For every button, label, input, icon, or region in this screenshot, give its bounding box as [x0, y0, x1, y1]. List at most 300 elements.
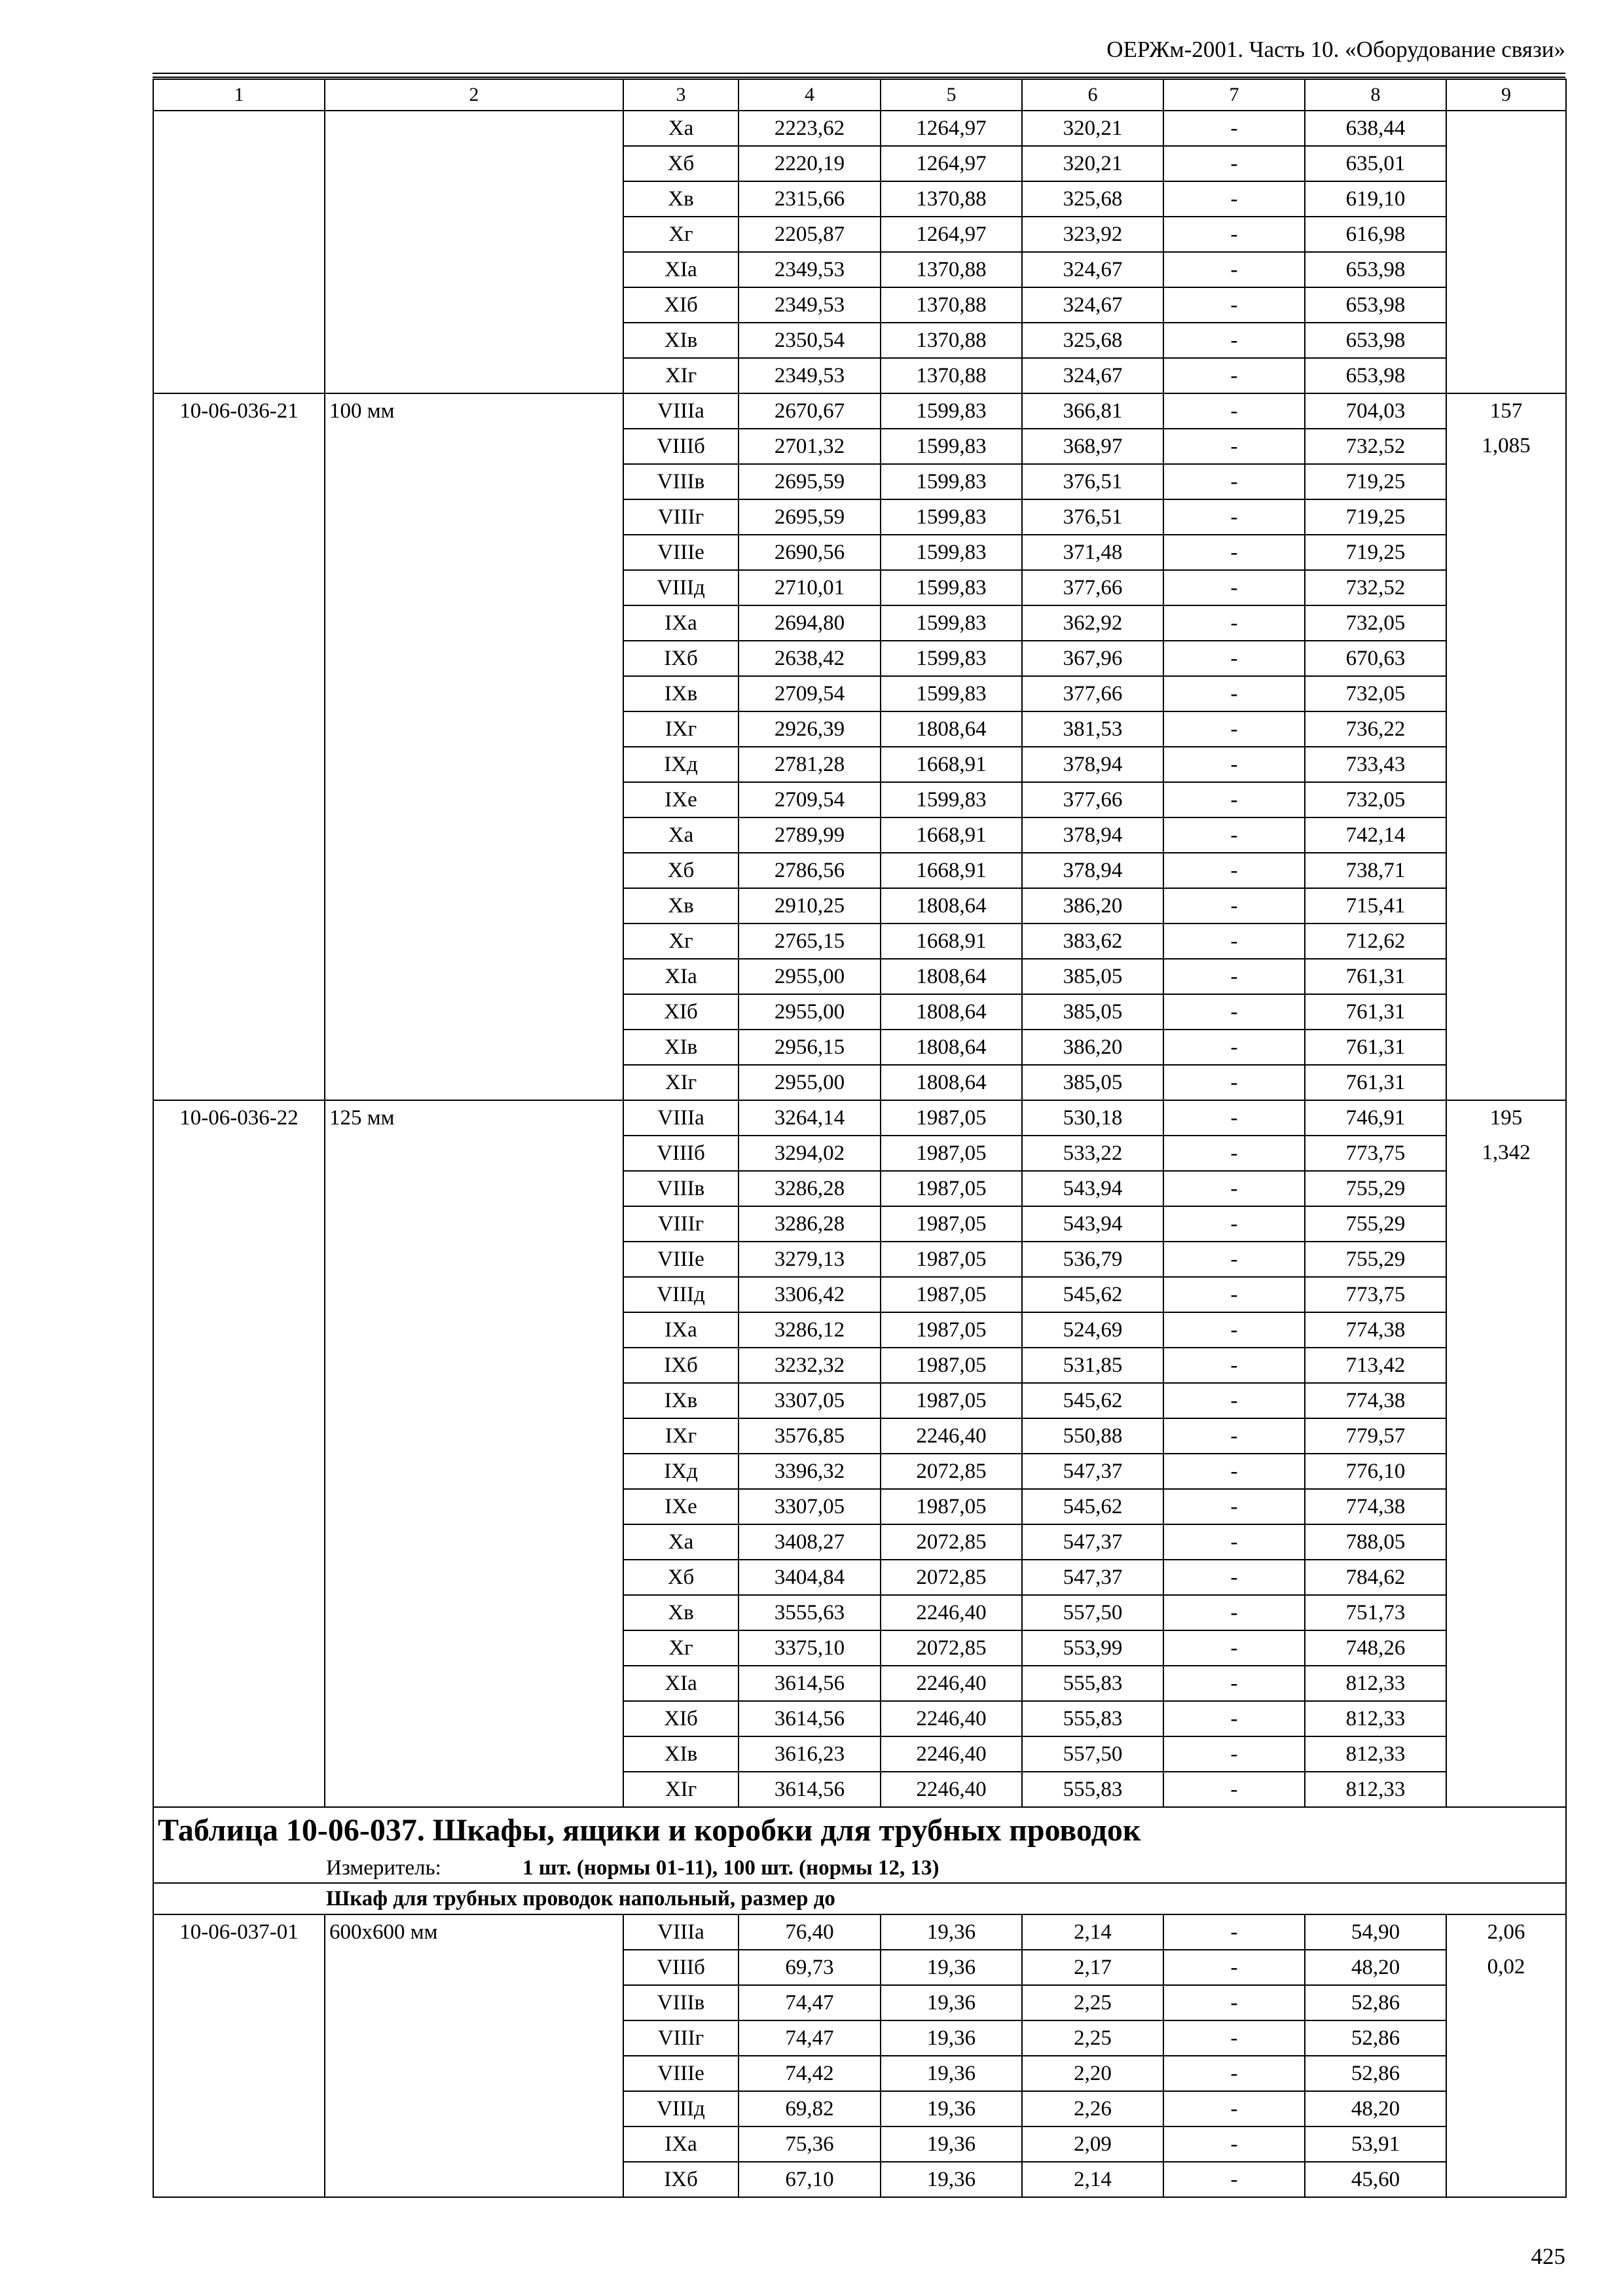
extra-cell: [1446, 323, 1566, 358]
value-cell: 74,47: [739, 2020, 881, 2056]
norm-code-cell: [153, 1206, 325, 1242]
norm-name-cell: [325, 499, 623, 535]
zone-cell: Хв: [623, 181, 739, 217]
norm-name-cell: 100 мм: [325, 393, 623, 429]
table-row: [153, 711, 1566, 747]
table-row: [153, 1206, 1566, 1242]
extra-cell: [1446, 181, 1566, 217]
extra-cell: 0,02: [1446, 1950, 1566, 1985]
norm-name-cell: [325, 1030, 623, 1065]
zone-cell: IХв: [623, 676, 739, 711]
column-number: 6: [1022, 79, 1163, 111]
norm-code-cell: 10-06-036-22: [153, 1100, 325, 1136]
extra-cell: [1446, 111, 1566, 146]
value-cell: 1599,83: [881, 605, 1022, 641]
value-cell: -: [1163, 287, 1305, 323]
table-row: [153, 1277, 1566, 1312]
value-cell: 715,41: [1305, 888, 1446, 924]
norm-code-cell: [153, 1418, 325, 1454]
zone-cell: VIIIа: [623, 393, 739, 429]
table-row: [153, 181, 1566, 217]
value-cell: -: [1163, 1950, 1305, 1985]
zone-cell: Хв: [623, 1595, 739, 1630]
value-cell: 619,10: [1305, 181, 1446, 217]
norm-name-cell: 125 мм: [325, 1100, 623, 1136]
value-cell: 1808,64: [881, 888, 1022, 924]
extra-cell: [1446, 782, 1566, 817]
value-cell: 1370,88: [881, 181, 1022, 217]
norm-name-cell: [325, 817, 623, 853]
value-cell: 719,25: [1305, 499, 1446, 535]
value-cell: -: [1163, 1418, 1305, 1454]
value-cell: 653,98: [1305, 252, 1446, 287]
section-cell: [153, 1883, 1566, 1914]
value-cell: 52,86: [1305, 2020, 1446, 2056]
table-row: [153, 323, 1566, 358]
norm-name-cell: [325, 1701, 623, 1736]
extra-cell: [1446, 853, 1566, 888]
value-cell: 653,98: [1305, 323, 1446, 358]
value-cell: -: [1163, 1242, 1305, 1277]
value-cell: 2955,00: [739, 959, 881, 994]
column-number: 5: [881, 79, 1022, 111]
value-cell: 366,81: [1022, 393, 1163, 429]
norm-code-cell: [153, 1701, 325, 1736]
value-cell: -: [1163, 2126, 1305, 2162]
value-cell: 2926,39: [739, 711, 881, 747]
value-cell: 48,20: [1305, 2091, 1446, 2126]
value-cell: 52,86: [1305, 2056, 1446, 2091]
value-cell: 746,91: [1305, 1100, 1446, 1136]
value-cell: 557,50: [1022, 1736, 1163, 1772]
norm-code-cell: [153, 1383, 325, 1418]
norm-code-cell: [153, 924, 325, 959]
value-cell: 773,75: [1305, 1277, 1446, 1312]
table-row: [153, 888, 1566, 924]
table-row: [153, 252, 1566, 287]
value-cell: 385,05: [1022, 1065, 1163, 1100]
value-cell: 545,62: [1022, 1383, 1163, 1418]
value-cell: 377,66: [1022, 782, 1163, 817]
norm-code-cell: [153, 323, 325, 358]
value-cell: 378,94: [1022, 747, 1163, 782]
norm-name-cell: [325, 888, 623, 924]
value-cell: 383,62: [1022, 924, 1163, 959]
table-row: [153, 1524, 1566, 1560]
value-cell: 324,67: [1022, 287, 1163, 323]
value-cell: 3555,63: [739, 1595, 881, 1630]
extra-cell: 1,085: [1446, 429, 1566, 464]
table-row: [153, 853, 1566, 888]
value-cell: 2,25: [1022, 2020, 1163, 2056]
table-row: [153, 499, 1566, 535]
norm-code-cell: [153, 1630, 325, 1666]
norm-code-cell: [153, 817, 325, 853]
extra-cell: [1446, 287, 1566, 323]
norm-name-cell: [325, 1312, 623, 1348]
extra-cell: [1446, 994, 1566, 1030]
norm-code-cell: [153, 959, 325, 994]
value-cell: 1808,64: [881, 711, 1022, 747]
extra-cell: [1446, 1030, 1566, 1065]
value-cell: 1599,83: [881, 393, 1022, 429]
norm-name-cell: [325, 181, 623, 217]
value-cell: 788,05: [1305, 1524, 1446, 1560]
value-cell: -: [1163, 959, 1305, 994]
norm-code-cell: [153, 1772, 325, 1807]
norm-name-cell: [325, 2056, 623, 2091]
extra-cell: [1446, 1206, 1566, 1242]
extra-cell: [1446, 1701, 1566, 1736]
table-row: [153, 2126, 1566, 2162]
value-cell: 2765,15: [739, 924, 881, 959]
extra-cell: [1446, 1171, 1566, 1206]
value-cell: 2072,85: [881, 1454, 1022, 1489]
norm-code-cell: [153, 1312, 325, 1348]
extra-cell: 2,06: [1446, 1914, 1566, 1950]
value-cell: 751,73: [1305, 1595, 1446, 1630]
value-cell: 3286,28: [739, 1206, 881, 1242]
measure-cell: [153, 1854, 1566, 1883]
value-cell: -: [1163, 1136, 1305, 1171]
value-cell: 2350,54: [739, 323, 881, 358]
value-cell: -: [1163, 1560, 1305, 1595]
value-cell: -: [1163, 1454, 1305, 1489]
value-cell: 2781,28: [739, 747, 881, 782]
zone-cell: Ха: [623, 111, 739, 146]
value-cell: -: [1163, 1701, 1305, 1736]
zone-cell: VIIIг: [623, 2020, 739, 2056]
value-cell: 1987,05: [881, 1171, 1022, 1206]
norm-code-cell: [153, 287, 325, 323]
value-cell: 812,33: [1305, 1736, 1446, 1772]
value-cell: 653,98: [1305, 287, 1446, 323]
table-row: [153, 1595, 1566, 1630]
value-cell: 385,05: [1022, 994, 1163, 1030]
table-title: Таблица 10-06-037. Шкафы, ящики и коробки для трубных проводок: [153, 1807, 1566, 1854]
zone-cell: ХIв: [623, 1736, 739, 1772]
extra-cell: [1446, 1524, 1566, 1560]
rates-table: [153, 79, 1567, 2198]
table-row: [153, 570, 1566, 605]
table-row: [153, 959, 1566, 994]
norm-code-cell: [153, 570, 325, 605]
value-cell: 2072,85: [881, 1630, 1022, 1666]
value-cell: 74,47: [739, 1985, 881, 2020]
extra-cell: [1446, 888, 1566, 924]
zone-cell: VIIIд: [623, 2091, 739, 2126]
value-cell: 2349,53: [739, 358, 881, 393]
value-cell: -: [1163, 393, 1305, 429]
value-cell: 2246,40: [881, 1595, 1022, 1630]
extra-cell: [1446, 605, 1566, 641]
value-cell: 733,43: [1305, 747, 1446, 782]
value-cell: 1987,05: [881, 1136, 1022, 1171]
value-cell: 54,90: [1305, 1914, 1446, 1950]
table-row: [153, 994, 1566, 1030]
value-cell: -: [1163, 888, 1305, 924]
zone-cell: VIIIв: [623, 464, 739, 499]
value-cell: 1599,83: [881, 676, 1022, 711]
norm-name-cell: [325, 1136, 623, 1171]
value-cell: 325,68: [1022, 181, 1163, 217]
zone-cell: ХIа: [623, 1666, 739, 1701]
zone-cell: ХIв: [623, 323, 739, 358]
value-cell: 2955,00: [739, 1065, 881, 1100]
value-cell: -: [1163, 924, 1305, 959]
value-cell: 386,20: [1022, 1030, 1163, 1065]
value-cell: 45,60: [1305, 2162, 1446, 2197]
value-cell: -: [1163, 1772, 1305, 1807]
norm-name-cell: [325, 464, 623, 499]
zone-cell: ХIг: [623, 358, 739, 393]
value-cell: 755,29: [1305, 1171, 1446, 1206]
value-cell: 742,14: [1305, 817, 1446, 853]
norm-name-cell: [325, 535, 623, 570]
value-cell: 3614,56: [739, 1701, 881, 1736]
norm-name-cell: [325, 146, 623, 181]
zone-cell: ХIа: [623, 252, 739, 287]
value-cell: 385,05: [1022, 959, 1163, 994]
zone-cell: ХIа: [623, 959, 739, 994]
value-cell: 2246,40: [881, 1772, 1022, 1807]
extra-cell: [1446, 1065, 1566, 1100]
value-cell: 2246,40: [881, 1666, 1022, 1701]
extra-cell: 157: [1446, 393, 1566, 429]
value-cell: 1599,83: [881, 535, 1022, 570]
extra-cell: [1446, 1560, 1566, 1595]
norm-code-cell: [153, 641, 325, 676]
value-cell: 377,66: [1022, 676, 1163, 711]
value-cell: 69,73: [739, 1950, 881, 1985]
table-row: [153, 1630, 1566, 1666]
extra-cell: [1446, 711, 1566, 747]
value-cell: 1668,91: [881, 817, 1022, 853]
table-row: [153, 782, 1566, 817]
value-cell: 736,22: [1305, 711, 1446, 747]
norm-code-cell: 10-06-037-01: [153, 1914, 325, 1950]
value-cell: 386,20: [1022, 888, 1163, 924]
value-cell: 2910,25: [739, 888, 881, 924]
norm-code-cell: [153, 1171, 325, 1206]
column-number: 9: [1446, 79, 1566, 111]
value-cell: -: [1163, 217, 1305, 252]
zone-cell: VIIIа: [623, 1100, 739, 1136]
value-cell: 1808,64: [881, 959, 1022, 994]
value-cell: 670,63: [1305, 641, 1446, 676]
value-cell: -: [1163, 429, 1305, 464]
value-cell: 2349,53: [739, 252, 881, 287]
norm-code-cell: [153, 429, 325, 464]
extra-cell: [1446, 1772, 1566, 1807]
value-cell: 545,62: [1022, 1277, 1163, 1312]
value-cell: 19,36: [881, 2056, 1022, 2091]
norm-name-cell: [325, 111, 623, 146]
value-cell: -: [1163, 1312, 1305, 1348]
value-cell: 2223,62: [739, 111, 881, 146]
header-rule: [153, 77, 1565, 78]
value-cell: 547,37: [1022, 1524, 1163, 1560]
value-cell: 2638,42: [739, 641, 881, 676]
norm-code-cell: [153, 1524, 325, 1560]
value-cell: 1808,64: [881, 1065, 1022, 1100]
norm-code-cell: [153, 464, 325, 499]
table-row: [153, 358, 1566, 393]
value-cell: -: [1163, 1100, 1305, 1136]
zone-cell: IХб: [623, 1348, 739, 1383]
norm-name-cell: [325, 2020, 623, 2056]
value-cell: 2701,32: [739, 429, 881, 464]
zone-cell: VIIIг: [623, 1206, 739, 1242]
value-cell: 367,96: [1022, 641, 1163, 676]
value-cell: 1264,97: [881, 217, 1022, 252]
value-cell: 320,21: [1022, 111, 1163, 146]
norm-name-cell: [325, 1772, 623, 1807]
table-row: [153, 1312, 1566, 1348]
value-cell: -: [1163, 817, 1305, 853]
column-number: 3: [623, 79, 739, 111]
column-number: 7: [1163, 79, 1305, 111]
norm-code-cell: [153, 782, 325, 817]
value-cell: 19,36: [881, 2020, 1022, 2056]
norm-name-cell: [325, 217, 623, 252]
value-cell: 2072,85: [881, 1560, 1022, 1595]
extra-cell: [1446, 1242, 1566, 1277]
value-cell: 1987,05: [881, 1277, 1022, 1312]
extra-cell: [1446, 676, 1566, 711]
norm-code-cell: [153, 1489, 325, 1524]
table-row: [153, 676, 1566, 711]
value-cell: 531,85: [1022, 1348, 1163, 1383]
norm-name-cell: [325, 1736, 623, 1772]
header-rule: [153, 73, 1565, 74]
value-cell: -: [1163, 641, 1305, 676]
value-cell: 371,48: [1022, 535, 1163, 570]
table-row: [153, 1950, 1566, 1985]
extra-cell: [1446, 2020, 1566, 2056]
zone-cell: IХа: [623, 2126, 739, 2162]
extra-cell: [1446, 1666, 1566, 1701]
norm-name-cell: [325, 1489, 623, 1524]
norm-code-cell: [153, 1666, 325, 1701]
value-cell: 377,66: [1022, 570, 1163, 605]
value-cell: 2,14: [1022, 1914, 1163, 1950]
table-row: [153, 1136, 1566, 1171]
measure-value: 1 шт. (нормы 01-11), 100 шт. (нормы 12, 13): [522, 1856, 939, 1880]
table-row: [153, 1736, 1566, 1772]
value-cell: 732,05: [1305, 782, 1446, 817]
extra-cell: [1446, 2056, 1566, 2091]
value-cell: 2955,00: [739, 994, 881, 1030]
extra-cell: [1446, 1418, 1566, 1454]
value-cell: 638,44: [1305, 111, 1446, 146]
value-cell: 74,42: [739, 2056, 881, 2091]
value-cell: 1264,97: [881, 146, 1022, 181]
zone-cell: VIIIг: [623, 499, 739, 535]
extra-cell: [1446, 1383, 1566, 1418]
value-cell: 3306,42: [739, 1277, 881, 1312]
extra-cell: [1446, 1736, 1566, 1772]
zone-cell: IХе: [623, 1489, 739, 1524]
value-cell: 1668,91: [881, 853, 1022, 888]
value-cell: 2315,66: [739, 181, 881, 217]
value-cell: 19,36: [881, 2162, 1022, 2197]
value-cell: -: [1163, 711, 1305, 747]
table-row: [153, 429, 1566, 464]
value-cell: 533,22: [1022, 1136, 1163, 1171]
value-cell: 52,86: [1305, 1985, 1446, 2020]
zone-cell: IХв: [623, 1383, 739, 1418]
value-cell: 2,17: [1022, 1950, 1163, 1985]
value-cell: 3232,32: [739, 1348, 881, 1383]
zone-cell: ХIв: [623, 1030, 739, 1065]
value-cell: 325,68: [1022, 323, 1163, 358]
norm-code-cell: [153, 605, 325, 641]
norm-code-cell: [153, 1950, 325, 1985]
value-cell: -: [1163, 782, 1305, 817]
value-cell: 1599,83: [881, 570, 1022, 605]
value-cell: 1668,91: [881, 924, 1022, 959]
norm-name-cell: [325, 1666, 623, 1701]
zone-cell: VIIIд: [623, 1277, 739, 1312]
norm-name-cell: [325, 994, 623, 1030]
value-cell: -: [1163, 1277, 1305, 1312]
value-cell: 2695,59: [739, 464, 881, 499]
norm-name-cell: [325, 1348, 623, 1383]
extra-cell: [1446, 2126, 1566, 2162]
value-cell: 1987,05: [881, 1489, 1022, 1524]
value-cell: 1987,05: [881, 1242, 1022, 1277]
zone-cell: Хб: [623, 1560, 739, 1595]
table-title-row: [153, 1807, 1566, 1854]
value-cell: 719,25: [1305, 464, 1446, 499]
value-cell: 2246,40: [881, 1701, 1022, 1736]
value-cell: 19,36: [881, 1985, 1022, 2020]
norm-name-cell: [325, 1560, 623, 1595]
value-cell: 1599,83: [881, 499, 1022, 535]
value-cell: 3264,14: [739, 1100, 881, 1136]
zone-cell: VIIIе: [623, 535, 739, 570]
table-row: [153, 2091, 1566, 2126]
value-cell: 616,98: [1305, 217, 1446, 252]
value-cell: -: [1163, 358, 1305, 393]
norm-name-cell: [325, 1524, 623, 1560]
norm-code-cell: [153, 1242, 325, 1277]
value-cell: -: [1163, 1383, 1305, 1418]
value-cell: 719,25: [1305, 535, 1446, 570]
norm-code-cell: [153, 146, 325, 181]
zone-cell: VIIIд: [623, 570, 739, 605]
value-cell: -: [1163, 1065, 1305, 1100]
extra-cell: [1446, 1348, 1566, 1383]
norm-name-cell: [325, 641, 623, 676]
column-number: 8: [1305, 79, 1446, 111]
column-number-row: [153, 79, 1566, 111]
value-cell: 713,42: [1305, 1348, 1446, 1383]
value-cell: -: [1163, 747, 1305, 782]
value-cell: 3307,05: [739, 1383, 881, 1418]
zone-cell: ХIг: [623, 1065, 739, 1100]
value-cell: 557,50: [1022, 1595, 1163, 1630]
zone-cell: VIIIе: [623, 2056, 739, 2091]
value-cell: -: [1163, 464, 1305, 499]
value-cell: -: [1163, 994, 1305, 1030]
value-cell: 555,83: [1022, 1701, 1163, 1736]
value-cell: 381,53: [1022, 711, 1163, 747]
extra-cell: [1446, 747, 1566, 782]
extra-cell: [1446, 959, 1566, 994]
table-row: [153, 464, 1566, 499]
